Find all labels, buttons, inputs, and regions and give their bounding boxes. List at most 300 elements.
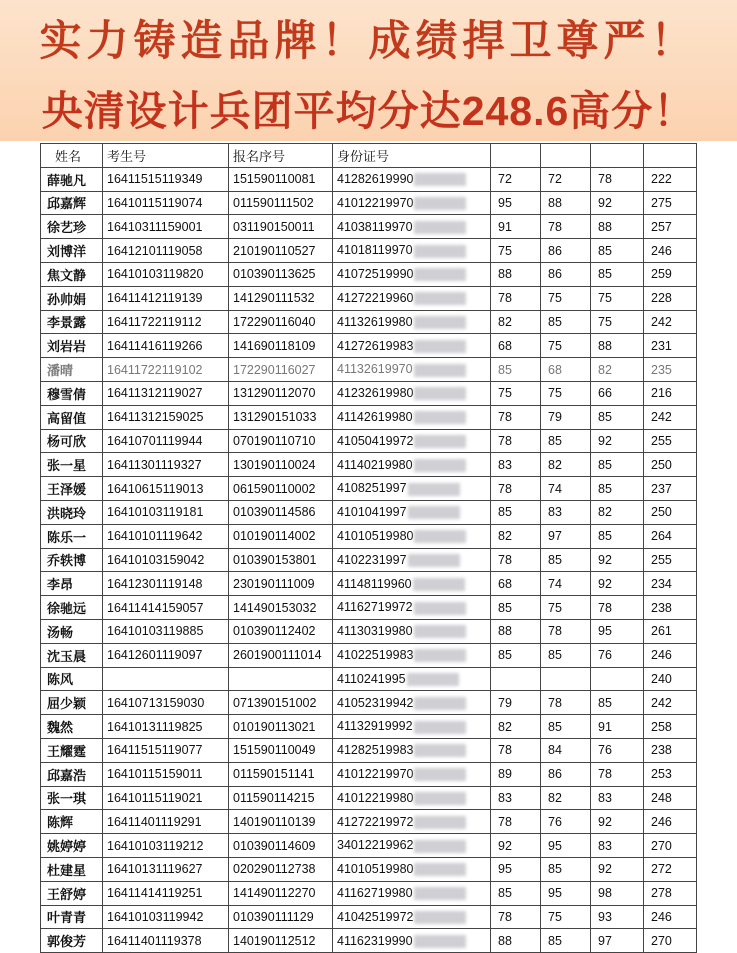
redaction-blur xyxy=(414,792,466,805)
cell-score-3: 92 xyxy=(591,191,644,215)
redaction-blur xyxy=(414,292,466,305)
cell-total: 228 xyxy=(644,286,697,310)
cell-score-1: 78 xyxy=(491,477,541,501)
id-number-visible: 41148119960 xyxy=(337,576,412,591)
cell-total: 275 xyxy=(644,191,697,215)
cell-score-1: 68 xyxy=(491,572,541,596)
table-row xyxy=(41,215,697,239)
redaction-blur xyxy=(414,364,466,377)
cell-name: 李昂 xyxy=(41,572,103,596)
cell-name: 洪晓玲 xyxy=(41,500,103,524)
cell-score-1: 85 xyxy=(491,358,541,382)
cell-id-number xyxy=(333,881,491,905)
table-row xyxy=(41,762,697,786)
id-number-visible: 41022519983 xyxy=(337,648,414,663)
cell-name: 邱嘉辉 xyxy=(41,191,103,215)
cell-exam-number xyxy=(103,667,229,691)
cell-score-2: 85 xyxy=(541,929,591,953)
cell-registration-number: 2601900111014 xyxy=(229,643,333,667)
redaction-blur xyxy=(413,578,465,591)
id-number-visible: 41140219980 xyxy=(337,457,413,472)
cell-registration-number: 141490153032 xyxy=(229,596,333,620)
id-number-visible: 41038119970 xyxy=(337,219,413,234)
cell-score-1: 78 xyxy=(491,810,541,834)
cell-exam-number: 16410615119013 xyxy=(103,477,229,501)
banner-headline-2 xyxy=(0,78,737,137)
cell-exam-number: 16410115119074 xyxy=(103,191,229,215)
table-row xyxy=(41,810,697,834)
cell-registration-number: 151590110081 xyxy=(229,167,333,191)
cell-score-2: 78 xyxy=(541,691,591,715)
redaction-blur xyxy=(414,221,466,234)
cell-registration-number: 131290112070 xyxy=(229,381,333,405)
cell-registration-number: 070190110710 xyxy=(229,429,333,453)
redaction-blur xyxy=(414,530,466,543)
average-score: 248.6 xyxy=(461,88,570,134)
cell-name: 张一琪 xyxy=(41,786,103,810)
cell-exam-number: 16410103119820 xyxy=(103,262,229,286)
cell-registration-number: 172290116027 xyxy=(229,358,333,382)
cell-score-2: 68 xyxy=(541,358,591,382)
cell-total: 231 xyxy=(644,334,697,358)
cell-score-2 xyxy=(541,667,591,691)
cell-score-1: 78 xyxy=(491,905,541,929)
cell-score-2: 95 xyxy=(541,881,591,905)
cell-score-3: 83 xyxy=(591,834,644,858)
cell-exam-number: 16410311159001 xyxy=(103,215,229,239)
cell-total: 261 xyxy=(644,619,697,643)
cell-score-2: 86 xyxy=(541,762,591,786)
cell-total: 272 xyxy=(644,857,697,881)
cell-name: 穆雪倩 xyxy=(41,381,103,405)
cell-total: 250 xyxy=(644,500,697,524)
cell-score-1: 92 xyxy=(491,834,541,858)
cell-name: 陈乐一 xyxy=(41,524,103,548)
cell-score-1: 95 xyxy=(491,191,541,215)
cell-score-3: 78 xyxy=(591,596,644,620)
cell-exam-number: 16410131119825 xyxy=(103,715,229,739)
id-number-visible: 41132919992 xyxy=(337,719,413,734)
cell-score-1: 78 xyxy=(491,738,541,762)
cell-registration-number: 031190150011 xyxy=(229,215,333,239)
cell-registration-number: 230190111009 xyxy=(229,572,333,596)
cell-id-number xyxy=(333,310,491,334)
id-number-visible: 41012219970 xyxy=(337,195,414,210)
table-row xyxy=(41,905,697,929)
cell-score-1: 85 xyxy=(491,596,541,620)
cell-total: 216 xyxy=(644,381,697,405)
cell-score-1: 88 xyxy=(491,262,541,286)
cell-name: 高留值 xyxy=(41,405,103,429)
table-row xyxy=(41,834,697,858)
redaction-blur xyxy=(414,887,466,900)
cell-registration-number: 011590151141 xyxy=(229,762,333,786)
cell-score-3: 97 xyxy=(591,929,644,953)
cell-score-1: 72 xyxy=(491,167,541,191)
redaction-blur xyxy=(414,768,466,781)
redaction-blur xyxy=(414,268,466,281)
cell-total: 246 xyxy=(644,905,697,929)
headline-2-prefix: 央清设计兵团平均分达 xyxy=(41,87,462,135)
cell-score-3: 85 xyxy=(591,262,644,286)
cell-id-number xyxy=(333,619,491,643)
cell-name: 潘晴 xyxy=(41,358,103,382)
id-number-visible: 41012219970 xyxy=(337,767,414,782)
cell-registration-number: 010190114002 xyxy=(229,524,333,548)
cell-total: 238 xyxy=(644,738,697,762)
cell-id-number xyxy=(333,786,491,810)
banner xyxy=(0,0,737,141)
cell-exam-number: 16411412119139 xyxy=(103,286,229,310)
cell-total: 246 xyxy=(644,810,697,834)
cell-score-3 xyxy=(591,667,644,691)
id-number-visible: 41130319980 xyxy=(337,624,413,639)
redaction-blur xyxy=(414,721,466,734)
cell-registration-number: 151590110049 xyxy=(229,738,333,762)
cell-registration-number: 011590111502 xyxy=(229,191,333,215)
cell-name: 王泽媛 xyxy=(41,477,103,501)
redaction-blur xyxy=(414,459,466,472)
table-row xyxy=(41,619,697,643)
cell-exam-number: 16412301119148 xyxy=(103,572,229,596)
id-number-visible: 41052319942 xyxy=(337,695,414,710)
redaction-blur xyxy=(414,340,466,353)
cell-name: 杜建星 xyxy=(41,857,103,881)
redaction-blur xyxy=(414,173,466,186)
table-row xyxy=(41,524,697,548)
redaction-blur xyxy=(414,387,466,400)
cell-score-3: 78 xyxy=(591,762,644,786)
cell-registration-number: 010390114586 xyxy=(229,500,333,524)
cell-score-3: 98 xyxy=(591,881,644,905)
id-number-visible: 4108251997 xyxy=(337,481,407,496)
cell-score-3: 66 xyxy=(591,381,644,405)
cell-score-2: 84 xyxy=(541,738,591,762)
cell-score-2: 78 xyxy=(541,215,591,239)
cell-score-3: 92 xyxy=(591,857,644,881)
cell-score-2: 74 xyxy=(541,572,591,596)
cell-score-1: 88 xyxy=(491,929,541,953)
cell-id-number xyxy=(333,262,491,286)
redaction-blur xyxy=(407,673,459,686)
cell-id-number xyxy=(333,762,491,786)
cell-score-3: 82 xyxy=(591,358,644,382)
cell-total: 238 xyxy=(644,596,697,620)
cell-score-2: 85 xyxy=(541,715,591,739)
cell-score-1: 75 xyxy=(491,239,541,263)
table-row xyxy=(41,477,697,501)
cell-score-2: 79 xyxy=(541,405,591,429)
id-number-visible: 41050419972 xyxy=(337,433,414,448)
cell-score-1: 78 xyxy=(491,548,541,572)
cell-id-number xyxy=(333,548,491,572)
cell-score-1: 82 xyxy=(491,715,541,739)
table-row xyxy=(41,500,697,524)
cell-total: 237 xyxy=(644,477,697,501)
id-number-visible: 41042519972 xyxy=(337,909,414,924)
cell-score-3: 76 xyxy=(591,643,644,667)
cell-registration-number: 172290116040 xyxy=(229,310,333,334)
id-number-visible: 41272619983 xyxy=(337,338,414,353)
cell-score-2: 75 xyxy=(541,381,591,405)
table-row xyxy=(41,310,697,334)
cell-score-1: 82 xyxy=(491,310,541,334)
id-number-visible: 41282519983 xyxy=(337,743,414,758)
cell-id-number xyxy=(333,500,491,524)
cell-id-number xyxy=(333,453,491,477)
cell-score-3: 95 xyxy=(591,619,644,643)
cell-score-1: 78 xyxy=(491,405,541,429)
id-number-visible: 41072519990 xyxy=(337,267,414,282)
cell-registration-number: 010390113625 xyxy=(229,262,333,286)
cell-exam-number: 16411312159025 xyxy=(103,405,229,429)
cell-score-1 xyxy=(491,667,541,691)
cell-exam-number: 16411722119112 xyxy=(103,310,229,334)
cell-score-3: 82 xyxy=(591,500,644,524)
cell-name: 徐驰远 xyxy=(41,596,103,620)
redaction-blur xyxy=(408,554,460,567)
cell-score-3: 93 xyxy=(591,905,644,929)
cell-exam-number: 16410103119181 xyxy=(103,500,229,524)
cell-registration-number: 141490112270 xyxy=(229,881,333,905)
redaction-blur xyxy=(414,625,466,638)
cell-id-number xyxy=(333,929,491,953)
table-row xyxy=(41,667,697,691)
redaction-blur xyxy=(414,411,466,424)
headline-2-suffix: 高分！ xyxy=(569,87,696,135)
header-registration-number: 报名序号 xyxy=(229,144,333,168)
id-number-visible: 41010519980 xyxy=(337,862,414,877)
redaction-blur xyxy=(414,697,466,710)
cell-total: 253 xyxy=(644,762,697,786)
cell-name: 王舒婷 xyxy=(41,881,103,905)
cell-name: 沈玉晨 xyxy=(41,643,103,667)
cell-name: 叶青青 xyxy=(41,905,103,929)
cell-name: 姚婷婷 xyxy=(41,834,103,858)
id-number-visible: 41018119970 xyxy=(337,243,413,258)
cell-score-2: 85 xyxy=(541,643,591,667)
cell-name: 徐艺珍 xyxy=(41,215,103,239)
cell-registration-number: 010390112402 xyxy=(229,619,333,643)
cell-id-number xyxy=(333,524,491,548)
cell-registration-number: 010390153801 xyxy=(229,548,333,572)
cell-name: 张一星 xyxy=(41,453,103,477)
cell-id-number xyxy=(333,643,491,667)
table-row xyxy=(41,191,697,215)
cell-registration-number: 140190112512 xyxy=(229,929,333,953)
cell-exam-number: 16411312119027 xyxy=(103,381,229,405)
cell-total: 270 xyxy=(644,929,697,953)
cell-score-1: 83 xyxy=(491,786,541,810)
cell-score-3: 92 xyxy=(591,548,644,572)
cell-name: 焦文静 xyxy=(41,262,103,286)
cell-registration-number: 020290112738 xyxy=(229,857,333,881)
score-table xyxy=(40,143,697,953)
cell-id-number xyxy=(333,905,491,929)
cell-score-3: 85 xyxy=(591,524,644,548)
redaction-blur xyxy=(414,602,466,615)
cell-score-2: 75 xyxy=(541,596,591,620)
cell-score-1: 85 xyxy=(491,881,541,905)
cell-exam-number: 16410101119642 xyxy=(103,524,229,548)
header-score-2 xyxy=(541,144,591,168)
cell-score-2: 82 xyxy=(541,786,591,810)
redaction-blur xyxy=(414,840,466,853)
header-score-3 xyxy=(591,144,644,168)
table-row xyxy=(41,358,697,382)
cell-name: 乔轶博 xyxy=(41,548,103,572)
cell-total: 259 xyxy=(644,262,697,286)
cell-score-3: 91 xyxy=(591,715,644,739)
cell-exam-number: 16410103159042 xyxy=(103,548,229,572)
header-name: 姓名 xyxy=(41,144,103,168)
id-number-visible: 41282619990 xyxy=(337,172,414,187)
cell-id-number xyxy=(333,405,491,429)
table-row xyxy=(41,857,697,881)
cell-score-3: 92 xyxy=(591,572,644,596)
table-row xyxy=(41,286,697,310)
header-id-number: 身份证号 xyxy=(333,144,491,168)
id-number-visible: 41162719972 xyxy=(337,600,413,615)
cell-exam-number: 16410131119627 xyxy=(103,857,229,881)
header-score-1 xyxy=(491,144,541,168)
cell-exam-number: 16411416119266 xyxy=(103,334,229,358)
cell-id-number xyxy=(333,810,491,834)
cell-id-number xyxy=(333,215,491,239)
cell-score-3: 85 xyxy=(591,405,644,429)
cell-registration-number: 130190110024 xyxy=(229,453,333,477)
id-number-visible: 41162719980 xyxy=(337,886,413,900)
table-row xyxy=(41,786,697,810)
table-row xyxy=(41,881,697,905)
cell-name: 孙帅娟 xyxy=(41,286,103,310)
cell-exam-number: 16410115119021 xyxy=(103,786,229,810)
table-row xyxy=(41,453,697,477)
cell-total: 242 xyxy=(644,691,697,715)
cell-registration-number: 141290111532 xyxy=(229,286,333,310)
cell-total: 250 xyxy=(644,453,697,477)
table-row xyxy=(41,405,697,429)
cell-score-3: 85 xyxy=(591,477,644,501)
cell-score-2: 86 xyxy=(541,262,591,286)
cell-score-3: 83 xyxy=(591,786,644,810)
id-number-visible: 41142619980 xyxy=(337,410,413,425)
cell-score-2: 83 xyxy=(541,500,591,524)
cell-score-1: 78 xyxy=(491,286,541,310)
table-row xyxy=(41,262,697,286)
cell-exam-number: 16410103119885 xyxy=(103,619,229,643)
cell-score-3: 92 xyxy=(591,810,644,834)
cell-name: 陈风 xyxy=(41,667,103,691)
table-row xyxy=(41,429,697,453)
cell-exam-number: 16411414119251 xyxy=(103,881,229,905)
cell-id-number xyxy=(333,239,491,263)
id-number-visible: 41232619980 xyxy=(337,386,414,401)
cell-score-2: 88 xyxy=(541,191,591,215)
cell-score-2: 76 xyxy=(541,810,591,834)
cell-total: 222 xyxy=(644,167,697,191)
table-row xyxy=(41,738,697,762)
cell-total: 246 xyxy=(644,643,697,667)
id-number-visible: 41272219960 xyxy=(337,291,414,306)
cell-total: 235 xyxy=(644,358,697,382)
cell-score-3: 88 xyxy=(591,215,644,239)
cell-total: 248 xyxy=(644,786,697,810)
cell-total: 255 xyxy=(644,429,697,453)
cell-name: 李景露 xyxy=(41,310,103,334)
cell-name: 薛驰凡 xyxy=(41,167,103,191)
cell-name: 刘博洋 xyxy=(41,239,103,263)
cell-registration-number: 010390114609 xyxy=(229,834,333,858)
cell-total: 242 xyxy=(644,310,697,334)
cell-score-2: 82 xyxy=(541,453,591,477)
cell-registration-number: 061590110002 xyxy=(229,477,333,501)
redaction-blur xyxy=(414,744,466,757)
table-row xyxy=(41,167,697,191)
cell-id-number xyxy=(333,286,491,310)
redaction-blur xyxy=(414,935,466,948)
cell-score-3: 88 xyxy=(591,334,644,358)
cell-id-number xyxy=(333,477,491,501)
id-number-visible: 4110241995 xyxy=(337,671,406,686)
cell-exam-number: 16411722119102 xyxy=(103,358,229,382)
cell-id-number xyxy=(333,715,491,739)
id-number-visible: 41010519980 xyxy=(337,529,414,544)
cell-score-2: 72 xyxy=(541,167,591,191)
table-row xyxy=(41,381,697,405)
cell-id-number xyxy=(333,691,491,715)
cell-score-3: 78 xyxy=(591,167,644,191)
redaction-blur xyxy=(414,435,466,448)
banner-headline-1: 实力铸造品牌！成绩捍卫尊严！ xyxy=(39,16,698,65)
cell-score-2: 75 xyxy=(541,905,591,929)
cell-id-number xyxy=(333,667,491,691)
cell-exam-number: 16410713159030 xyxy=(103,691,229,715)
cell-exam-number: 16412101119058 xyxy=(103,239,229,263)
table-row xyxy=(41,596,697,620)
cell-total: 264 xyxy=(644,524,697,548)
cell-name: 王耀霆 xyxy=(41,738,103,762)
cell-name: 陈辉 xyxy=(41,810,103,834)
cell-score-2: 95 xyxy=(541,834,591,858)
table-row xyxy=(41,643,697,667)
cell-name: 杨可欣 xyxy=(41,429,103,453)
cell-score-1: 82 xyxy=(491,524,541,548)
cell-score-3: 92 xyxy=(591,429,644,453)
cell-score-2: 85 xyxy=(541,429,591,453)
table-row xyxy=(41,548,697,572)
cell-score-1: 89 xyxy=(491,762,541,786)
redaction-blur xyxy=(414,245,466,258)
cell-score-2: 74 xyxy=(541,477,591,501)
table-header-row xyxy=(41,144,697,168)
redaction-blur xyxy=(408,506,460,519)
cell-exam-number: 16411515119077 xyxy=(103,738,229,762)
cell-id-number xyxy=(333,834,491,858)
redaction-blur xyxy=(414,649,466,662)
redaction-blur xyxy=(408,483,460,496)
cell-total: 258 xyxy=(644,715,697,739)
cell-registration-number: 010190113021 xyxy=(229,715,333,739)
cell-score-3: 75 xyxy=(591,310,644,334)
cell-score-3: 75 xyxy=(591,286,644,310)
cell-score-2: 85 xyxy=(541,548,591,572)
cell-id-number xyxy=(333,596,491,620)
cell-score-1: 78 xyxy=(491,429,541,453)
id-number-visible: 4101041997 xyxy=(337,505,407,520)
redaction-blur xyxy=(414,316,466,329)
redaction-blur xyxy=(414,911,466,924)
